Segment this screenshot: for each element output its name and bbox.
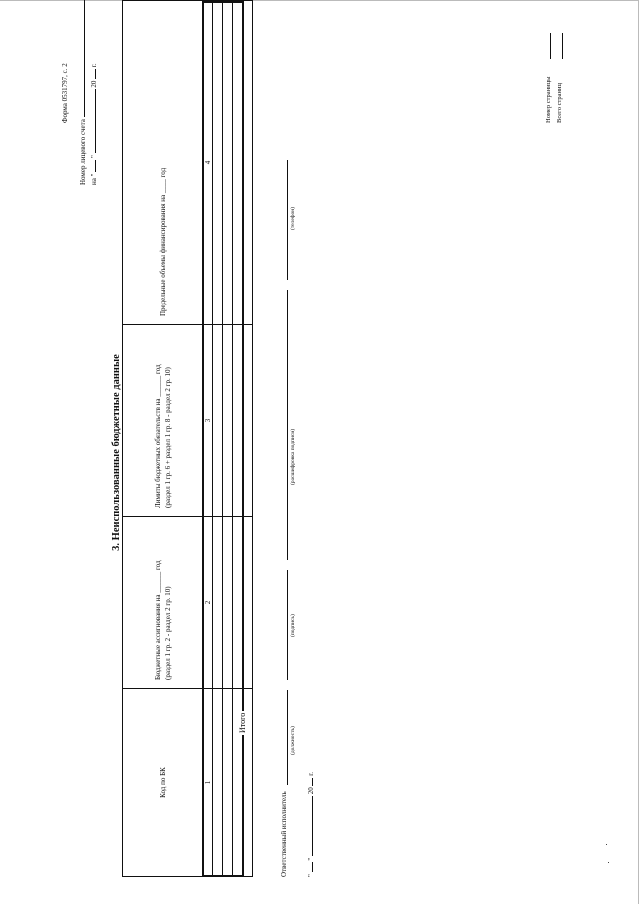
form-number: Форма 0531797, с. 2 <box>61 63 69 123</box>
total-cell[interactable] <box>243 325 253 517</box>
total-row <box>243 1 253 877</box>
table-cell[interactable] <box>223 325 233 517</box>
account-label: Номер лицевого счета <box>79 119 87 185</box>
year-field[interactable] <box>87 69 96 79</box>
sign-year-field[interactable] <box>304 778 313 786</box>
total-cell[interactable] <box>243 1 253 325</box>
signature-field[interactable] <box>287 570 288 680</box>
col-number: 2 <box>204 517 213 689</box>
table-cell[interactable] <box>213 517 223 689</box>
signature-date-row: " " 20 г. <box>304 772 315 877</box>
table-cell[interactable] <box>223 1 233 325</box>
col-number: 1 <box>204 689 213 877</box>
table-cell[interactable] <box>213 325 223 517</box>
year-suffix: г. <box>90 63 98 68</box>
caption-position: (должность) <box>290 726 296 755</box>
year-prefix: 20 <box>90 80 98 88</box>
date-mid: " <box>90 155 98 159</box>
table-cell[interactable] <box>223 689 233 877</box>
col-number: 4 <box>204 1 213 325</box>
page-number-label: Номер страницы <box>545 76 552 123</box>
scan-speck <box>606 844 607 845</box>
page-number-field[interactable] <box>550 33 551 59</box>
total-label: Итого <box>238 712 247 733</box>
col-header-bk-code: Код по БК <box>123 689 204 877</box>
total-pages-field[interactable] <box>562 33 563 59</box>
table-row <box>233 1 243 877</box>
scan-speck <box>608 862 609 863</box>
date-prefix: на " <box>90 173 98 185</box>
total-pages-label: Всего страниц <box>556 83 563 123</box>
col-header-obligation-limits: Лимиты бюджетных обязательств на ______ год (раздел 1 гр. 6 + раздел 1 гр. 8 - раздел 2 гр. 10) <box>123 325 204 517</box>
col-header-financing-volumes: Предельные объемы финансирования на ____ год <box>123 1 204 325</box>
col-number: 3 <box>204 325 213 517</box>
table-cell[interactable] <box>233 517 243 689</box>
caption-decoding: (расшифровка подписи) <box>290 428 296 485</box>
position-field[interactable] <box>287 690 288 785</box>
caption-phone: (телефон) <box>290 206 296 230</box>
table-cell[interactable] <box>213 1 223 325</box>
section-title: 3. Неиспользованные бюджетные данные <box>111 354 122 551</box>
table-cell[interactable] <box>213 689 223 877</box>
column-number-row <box>204 1 213 877</box>
table-cell[interactable] <box>233 1 243 325</box>
col-header-budget-allocations: Бюджетные ассигнования на ______ год (раздел 1 гр. 2 - раздел 2 гр. 10) <box>123 517 204 689</box>
unused-budget-data-table <box>122 0 253 877</box>
responsible-executor-label: Ответственный исполнитель <box>280 791 288 877</box>
table-row <box>213 1 223 877</box>
report-date-row <box>87 63 98 185</box>
table-header-row <box>123 1 204 877</box>
table-row <box>223 1 233 877</box>
month-field[interactable] <box>87 89 96 153</box>
signature-decoding-field[interactable] <box>287 290 288 560</box>
account-number-field[interactable] <box>76 0 85 117</box>
total-cell[interactable] <box>243 517 253 689</box>
caption-signature: (подпись) <box>290 614 296 637</box>
day-field[interactable] <box>87 160 96 172</box>
account-number-row <box>76 0 87 185</box>
sign-month-field[interactable] <box>304 796 313 856</box>
phone-field[interactable] <box>287 160 288 280</box>
table-cell[interactable] <box>233 325 243 517</box>
table-cell[interactable] <box>223 517 233 689</box>
sign-day-field[interactable] <box>304 862 313 872</box>
